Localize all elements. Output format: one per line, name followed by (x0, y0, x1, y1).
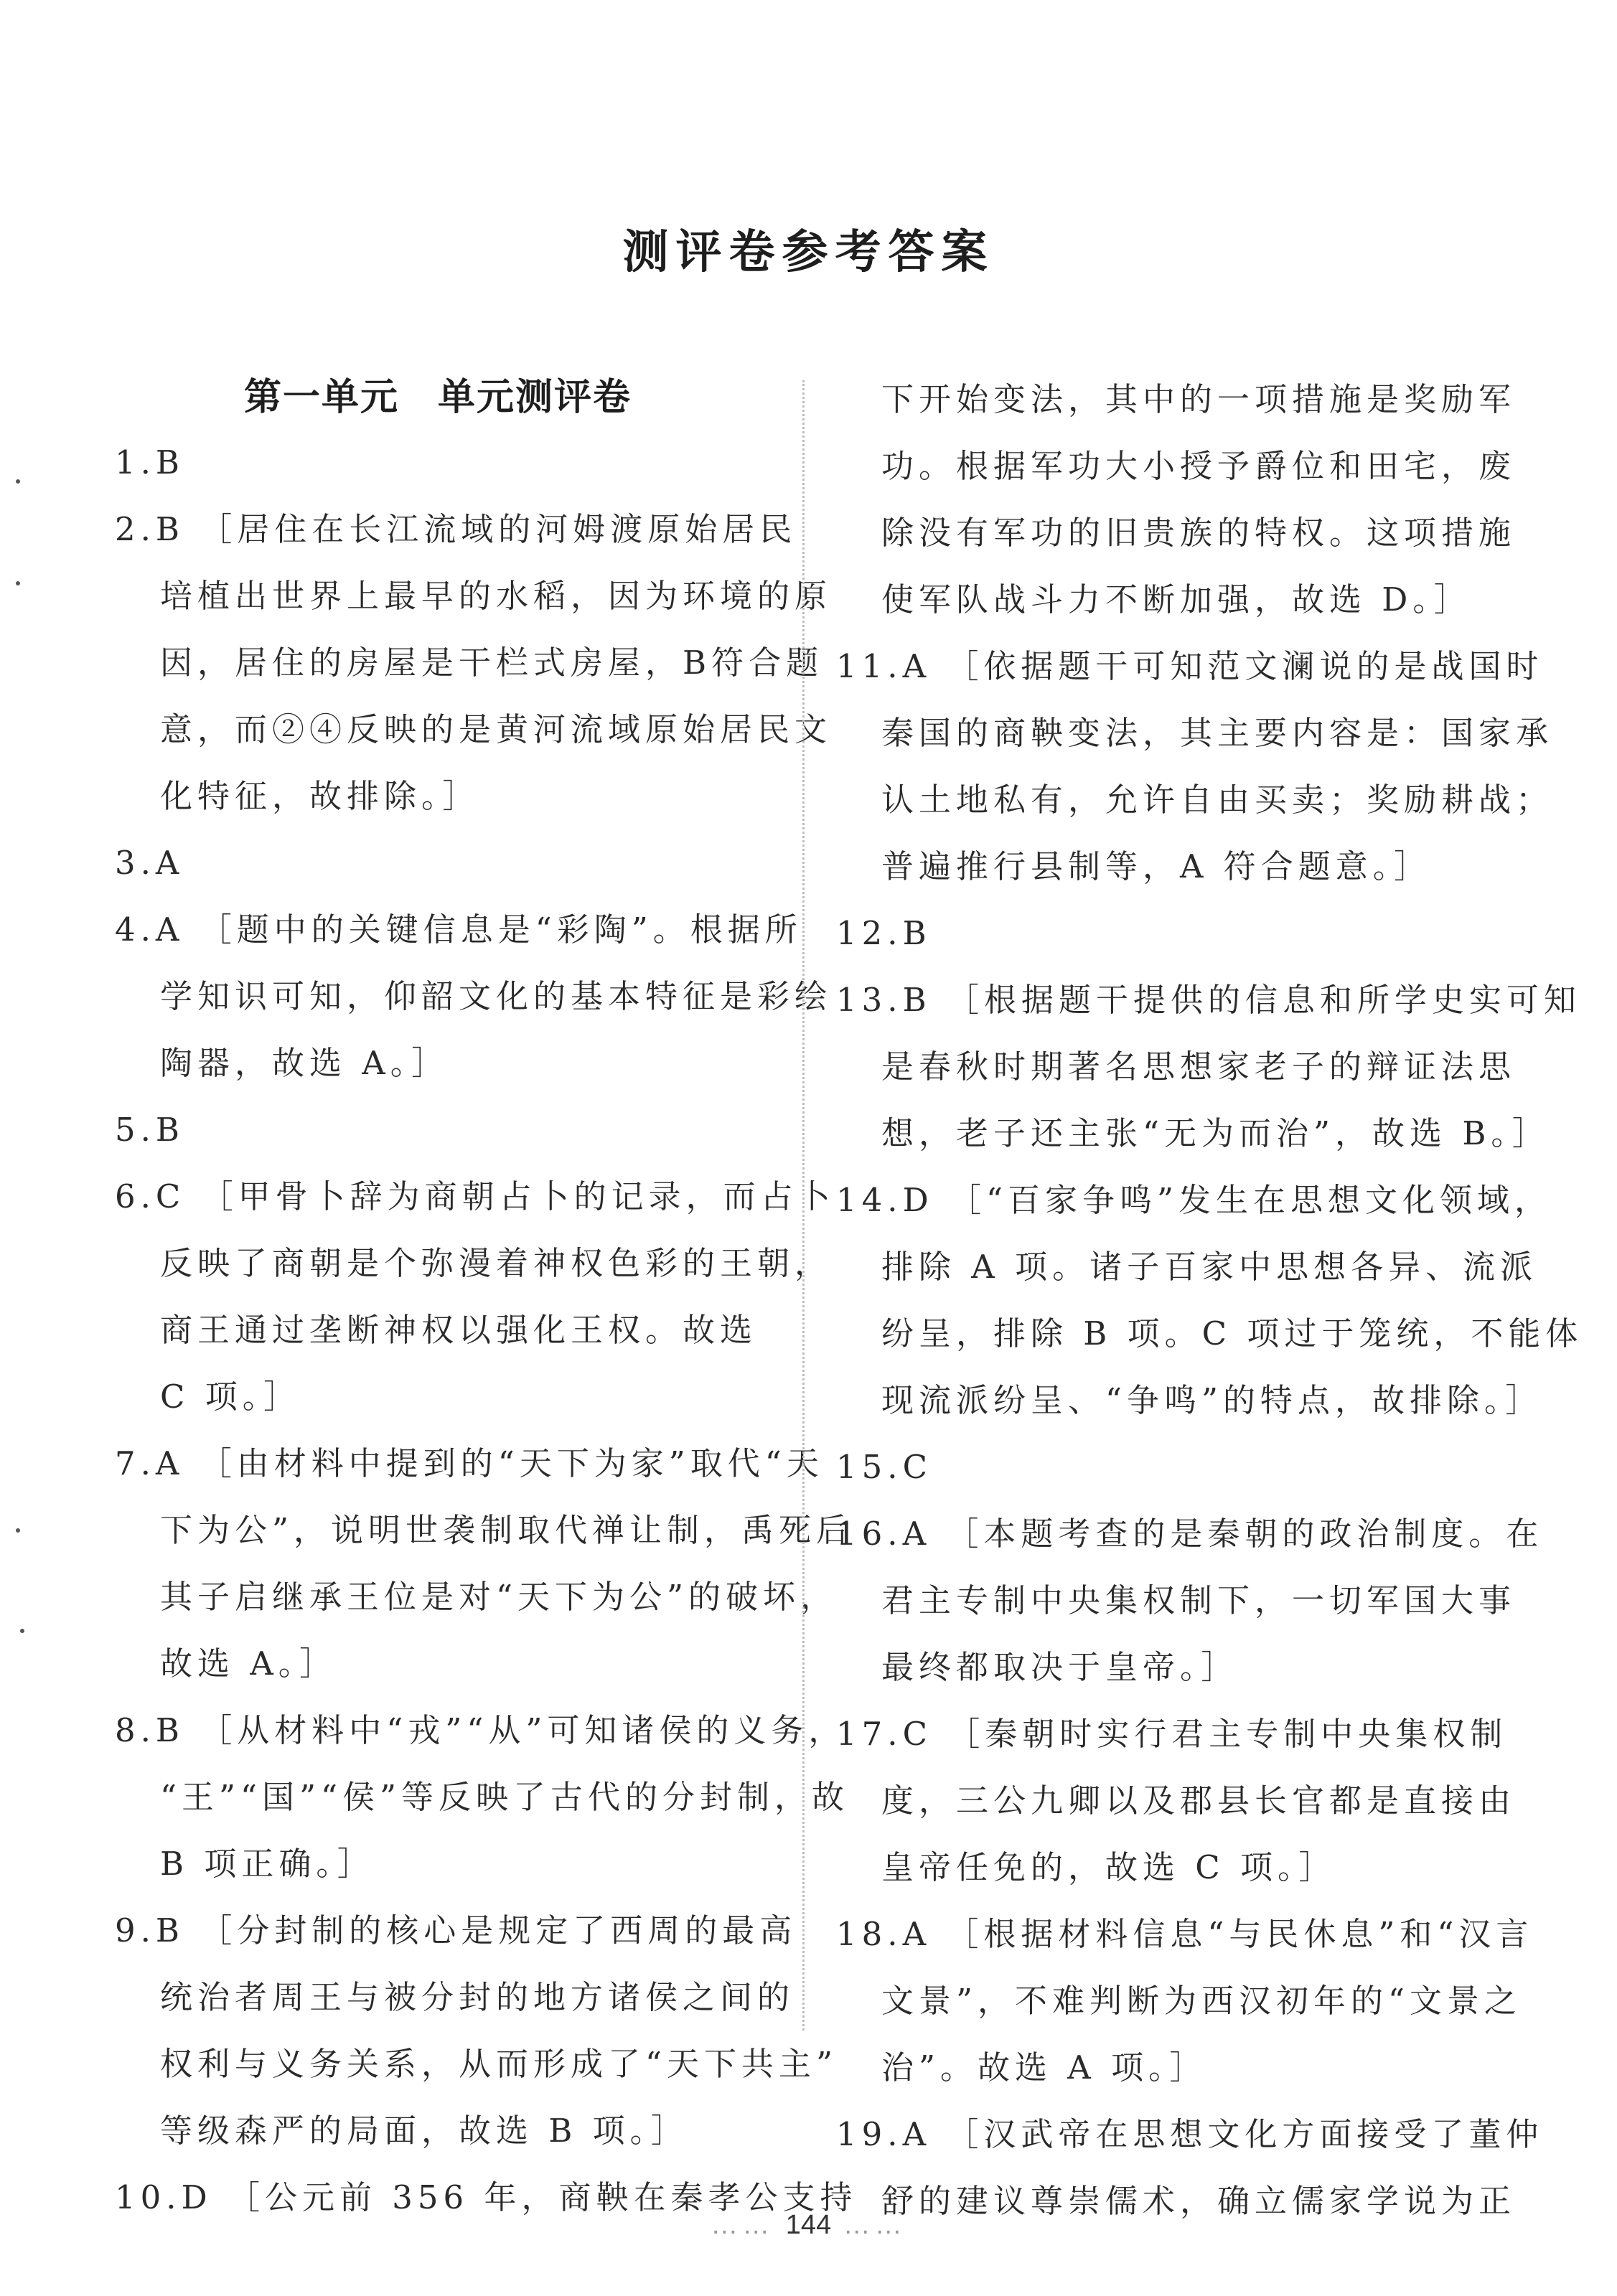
answer-line: 除没有军功的旧贵族的特权。这项措施 (881, 514, 1517, 552)
answer-line: 17.C ［秦朝时实行君主专制中央集权制 (836, 1715, 1508, 1753)
answer-line: 18.A ［根据材料信息“与民休息”和“汉言 (836, 1915, 1534, 1953)
answer-line: 纷呈，排除 B 项。C 项过于笼统，不能体 (881, 1314, 1583, 1352)
answer-line: 皇帝任免的，故选 C 项。］ (881, 1848, 1336, 1886)
scan-speck (20, 1629, 24, 1633)
answer-line: 下开始变法，其中的一项措施是奖励军 (881, 380, 1517, 418)
answer-line: 文景”，不难判断为西汉初年的“文景之 (881, 1982, 1522, 2020)
scan-speck (16, 1528, 20, 1533)
answer-line: 权利与义务关系，从而形成了“天下共主” (160, 2045, 838, 2083)
answer-line: 秦国的商鞅变法，其主要内容是：国家承 (881, 714, 1554, 752)
answer-line: 16.A ［本题考查的是秦朝的政治制度。在 (836, 1515, 1544, 1553)
answer-line: 认土地私有，允许自由买卖；奖励耕战； (881, 781, 1554, 819)
footer-dots-left: …… (711, 2210, 774, 2240)
answer-line: 19.A ［汉武帝在思想文化方面接受了董仲 (836, 2115, 1544, 2153)
answer-line: “王”“国”“侯”等反映了古代的分封制，故 (160, 1778, 850, 1816)
answer-line: 商王通过垄断神权以强化王权。故选 (160, 1311, 758, 1349)
answer-line: 度，三公九卿以及郡县长官都是直接由 (881, 1782, 1517, 1820)
answer-line: 学知识可知，仰韶文化的基本特征是彩绘 (160, 977, 833, 1015)
answer-line: 9.B ［分封制的核心是规定了西周的最高 (115, 1911, 797, 1949)
answer-line: 是春秋时期著名思想家老子的辩证法思 (881, 1048, 1517, 1086)
answer-line: 等级森严的局面，故选 B 项。］ (160, 2112, 689, 2150)
answer-line: 12.B (836, 914, 932, 952)
answer-line: 其子启继承王位是对“天下为公”的破坏， (160, 1578, 838, 1616)
answer-line: 故选 A。］ (160, 1645, 337, 1683)
answer-line: 普遍推行县制等，A 符合题意。］ (881, 847, 1432, 885)
answer-line: 8.B ［从材料中“戎”“从”可知诸侯的义务， (115, 1711, 846, 1749)
footer-dots-right: …… (843, 2210, 906, 2240)
answer-line: 舒的建议尊崇儒术，确立儒家学说为正 (881, 2182, 1517, 2220)
answer-line: 意，而②④反映的是黄河流域原始居民文 (160, 710, 833, 748)
answer-line: 化特征，故排除。］ (160, 777, 480, 815)
section-title: 第一单元 单元测评卷 (244, 375, 632, 419)
answer-line: 3.A (115, 844, 184, 882)
page-number: 144 (785, 2210, 832, 2240)
answer-line: 7.A ［由材料中提到的“天下为家”取代“天 (115, 1444, 824, 1482)
column-divider (802, 380, 805, 2031)
answer-line: 1.B (115, 443, 185, 481)
answer-line: 功。根据军功大小授予爵位和田宅，废 (881, 447, 1517, 485)
answer-line: 排除 A 项。诸子百家中思想各异、流派 (881, 1248, 1538, 1286)
answer-line: 使军队战斗力不断加强，故选 D。］ (881, 580, 1471, 618)
answer-line: 现流派纷呈、“争鸣”的特点，故排除。］ (881, 1381, 1543, 1419)
answer-line: 统治者周王与被分封的地方诸侯之间的 (160, 1978, 795, 2016)
answer-line: 治”。故选 A 项。］ (881, 2048, 1207, 2086)
scan-speck (16, 479, 20, 484)
answer-line: 因，居住的房屋是干栏式房屋，B符合题 (160, 644, 824, 682)
answer-line: 下为公”，说明世袭制取代禅让制，禹死后 (160, 1511, 854, 1549)
right-column (836, 366, 1583, 2234)
answer-line: 陶器，故选 A。］ (160, 1044, 449, 1082)
answer-line: 君主专制中央集权制下，一切军国大事 (881, 1581, 1517, 1619)
answer-line: 15.C (836, 1448, 932, 1486)
answer-line: 5.B (115, 1111, 185, 1149)
answer-line: 6.C ［甲骨卜辞为商朝占卜的记录，而占卜 (115, 1177, 835, 1215)
answer-line: 14.D ［“百家争鸣”发生在思想文化领域， (836, 1181, 1552, 1219)
answer-line: 培植出世界上最早的水稻，因为环境的原 (160, 577, 833, 615)
page-title: 测评卷参考答案 (622, 225, 995, 279)
answer-line: B 项正确。］ (160, 1845, 375, 1883)
answer-line: 反映了商朝是个弥漫着神权色彩的王朝， (160, 1244, 833, 1282)
answer-line: 想，老子还主张“无为而治”，故选 B。］ (881, 1114, 1550, 1152)
answer-line: 2.B ［居住在长江流域的河姆渡原始居民 (115, 510, 797, 548)
page-footer (0, 2210, 1617, 2241)
scan-speck (16, 581, 20, 585)
answer-line: 4.A ［题中的关键信息是“彩陶”。根据所 (115, 911, 802, 949)
answer-line: 11.A ［依据题干可知范文澜说的是战国时 (836, 647, 1544, 685)
answer-line: 13.B ［根据题干提供的信息和所学史实可知 (836, 981, 1581, 1019)
answer-line: 最终都取决于皇帝。］ (881, 1648, 1239, 1686)
answer-line: C 项。］ (160, 1378, 301, 1416)
answer-line: 10.D ［公元前 356 年，商鞅在秦孝公支持 (115, 2178, 858, 2216)
